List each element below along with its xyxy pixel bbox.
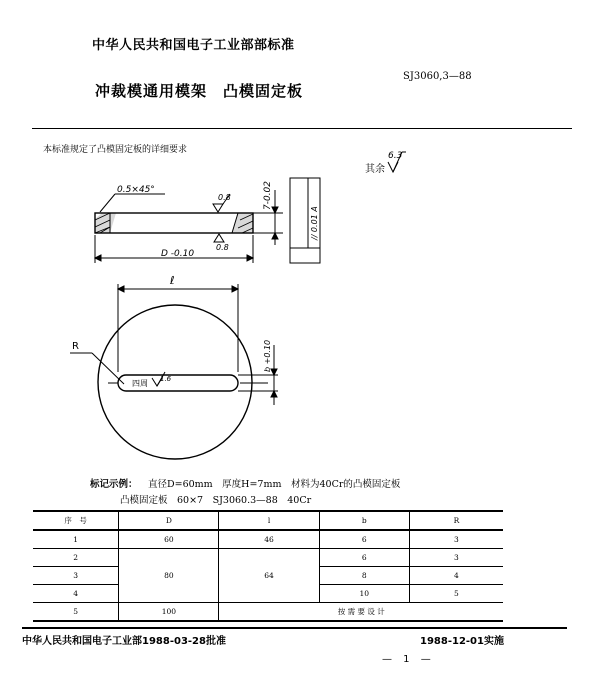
example-label: 标记示例： (90, 479, 138, 490)
svg-text:0.8: 0.8 (216, 243, 229, 252)
approval-note: 中华人民共和国电子工业部1988-03-28批准 (22, 636, 226, 647)
slot-width-label: b +0.10 (263, 339, 272, 372)
roughness-other-value: 6.3 (388, 151, 403, 161)
cell-r: 4 (409, 567, 503, 585)
cell-no: 4 (33, 585, 119, 603)
svg-text:1.6: 1.6 (160, 375, 172, 383)
technical-drawing (0, 150, 600, 470)
cell-b: 6 (319, 549, 409, 567)
chamfer-label: 0.5×45° (117, 185, 155, 195)
cell-design-note: 按 需 要 设 计 (219, 603, 503, 622)
length-label: ℓ (170, 274, 175, 287)
thickness-label: 7-0.02 (263, 180, 273, 210)
standard-number: SJ3060,3—88 (403, 71, 472, 82)
header-divider (32, 128, 572, 129)
cell-l: 46 (219, 530, 319, 549)
cell-r: 3 (409, 530, 503, 549)
cell-l: 64 (219, 549, 319, 603)
cell-no: 1 (33, 530, 119, 549)
header-b: b (319, 511, 409, 530)
effective-date: 1988-12-01实施 (420, 636, 504, 647)
cell-d: 60 (119, 530, 219, 549)
cell-no: 3 (33, 567, 119, 585)
header-d: D (119, 511, 219, 530)
header-l: l (219, 511, 319, 530)
page-number: — 1 — (382, 654, 435, 665)
table-row (33, 549, 503, 567)
example-line-1: 直径D=60mm 厚度H=7mm 材料为40Cr的凸模固定板 (148, 479, 401, 490)
svg-text:0.8: 0.8 (218, 193, 231, 202)
cell-d: 100 (119, 603, 219, 622)
cell-r: 3 (409, 549, 503, 567)
intro-text: 本标准规定了凸模固定板的详细要求 (43, 145, 188, 155)
roughness-top-symbol (213, 204, 223, 212)
header-no: 序 号 (33, 511, 119, 530)
roughness-other-label: 其余 (365, 164, 385, 175)
radius-label: R (72, 341, 79, 352)
cell-b: 6 (319, 530, 409, 549)
footer-divider (22, 627, 567, 629)
dimension-table (33, 510, 503, 622)
tolerance-label: // 0.01 A (310, 206, 319, 240)
cell-d: 80 (119, 549, 219, 603)
table-row (33, 530, 503, 549)
diameter-label: D -0.10 (161, 249, 195, 259)
section-view (95, 213, 253, 233)
table-header-row (33, 511, 503, 530)
document-title: 冲裁模通用模架 凸模固定板 (95, 82, 304, 100)
slot-note: 四周 (132, 379, 148, 388)
table-row (33, 603, 503, 622)
cell-b: 8 (319, 567, 409, 585)
example-line-2: 凸模固定板 60×7 SJ3060.3—88 40Cr (120, 495, 312, 506)
plan-view-circle (98, 305, 252, 459)
roughness-bottom-symbol (214, 234, 224, 242)
header-r: R (409, 511, 503, 530)
cell-b: 10 (319, 585, 409, 603)
cell-no: 2 (33, 549, 119, 567)
org-title: 中华人民共和国电子工业部部标准 (92, 38, 295, 53)
cell-r: 5 (409, 585, 503, 603)
cell-no: 5 (33, 603, 119, 622)
